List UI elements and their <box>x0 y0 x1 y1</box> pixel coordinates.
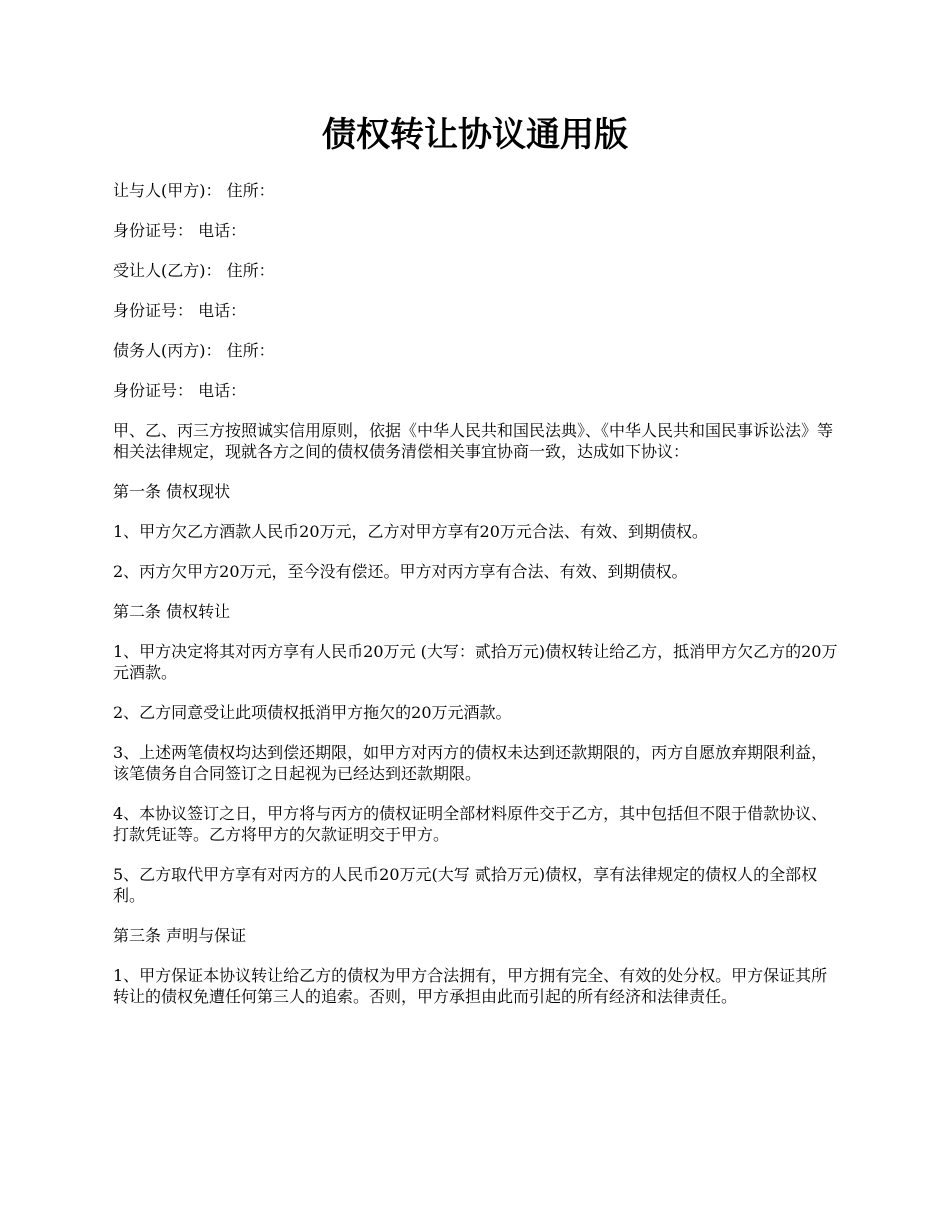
article-3-item-1: 1、甲方保证本协议转让给乙方的债权为甲方合法拥有，甲方拥有完全、有效的处分权。甲方保证其所转让的债权免遭任何第三人的追索。否则，甲方承担由此而引起的所有经济和法律责任。 <box>113 966 828 1006</box>
party-a-id-line: 身份证号： 电话： <box>113 221 247 240</box>
article-2-item-3: 3、上述两笔债权均达到偿还期限，如甲方对丙方的债权未达到还款期限的，丙方自愿放弃期限利益，该笔债务自合同签订之日起视为已经达到还款期限。 <box>113 743 828 783</box>
article-3-heading: 第三条 声明与保证 <box>113 926 247 945</box>
preamble-paragraph: 甲、乙、丙三方按照诚实信用原则，依据《中华人民共和国民法典》、《中华人民共和国民事诉讼法》等相关法律规定，现就各方之间的债权债务清偿相关事宜协商一致，达成如下协议： <box>113 421 834 461</box>
party-c-line: 债务人(丙方)： 住所： <box>113 341 275 360</box>
article-2-item-2: 2、乙方同意受让此项债权抵消甲方拖欠的20万元酒款。 <box>113 703 512 722</box>
document-body <box>113 180 843 1026</box>
party-b-id-line: 身份证号： 电话： <box>113 301 247 320</box>
article-2-item-1: 1、甲方决定将其对丙方享有人民币20万元 (大写：贰拾万元)债权转让给乙方，抵消甲方欠乙方的20万元酒款。 <box>113 642 838 682</box>
party-b-line: 受让人(乙方)： 住所： <box>113 261 275 280</box>
article-1-heading: 第一条 债权现状 <box>113 482 231 501</box>
article-2-item-4: 4、本协议签订之日，甲方将与丙方的债权证明全部材料原件交于乙方，其中包括但不限于借款协议、打款凭证等。乙方将甲方的欠款证明交于甲方。 <box>113 804 828 844</box>
document-title: 债权转让协议通用版 <box>322 115 628 155</box>
article-1-item-2: 2、丙方欠甲方20万元，至今没有偿还。甲方对丙方享有合法、有效、到期债权。 <box>113 562 688 581</box>
article-2-item-5: 5、乙方取代甲方享有对丙方的人民币20万元(大写 贰拾万元)债权，享有法律规定的债权人的全部权利。 <box>113 865 818 905</box>
article-2-heading: 第二条 债权转让 <box>113 602 231 621</box>
party-a-line: 让与人(甲方)： 住所： <box>113 181 275 200</box>
article-1-item-1: 1、甲方欠乙方酒款人民币20万元，乙方对甲方享有20万元合法、有效、到期债权。 <box>113 522 708 541</box>
party-c-id-line: 身份证号： 电话： <box>113 381 247 400</box>
